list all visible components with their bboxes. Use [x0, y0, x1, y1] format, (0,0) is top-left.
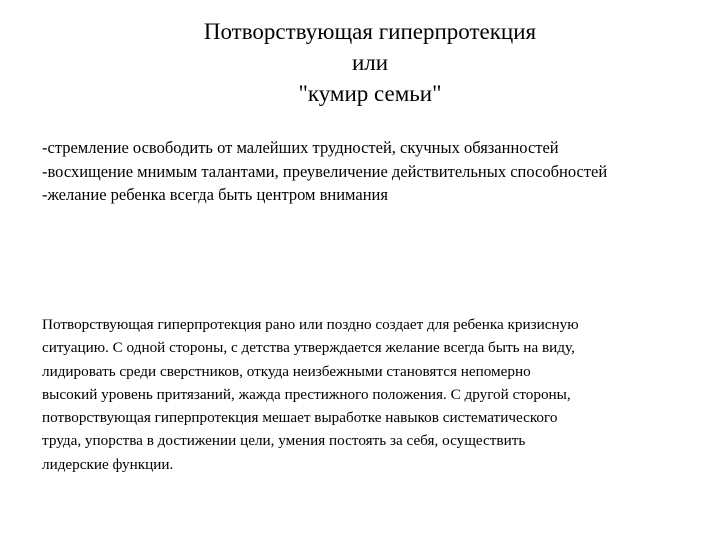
paragraph-line: труда, упорства в достижении цели, умения постоять за себя, осуществить — [42, 432, 526, 450]
bullet-item: -стремление освободить от малейших трудностей, скучных обязанностей — [42, 138, 559, 157]
bullet-list — [42, 136, 682, 207]
title-line-3: "кумир семьи" — [298, 81, 442, 106]
title-line-1: Потворствующая гиперпротекция — [203, 19, 537, 44]
title-line-2: или — [351, 50, 389, 75]
paragraph-line: лидерские функции. — [42, 455, 174, 473]
bullet-item: -желание ребенка всегда быть центром внимания — [42, 185, 388, 204]
paragraph-line: высокий уровень притязаний, жажда престижного положения. С другой стороны, — [42, 385, 571, 403]
bullet-item: -восхищение мнимым талантами, преувеличение действительных способностей — [42, 161, 608, 181]
slide-title — [120, 16, 620, 109]
paragraph-line: лидировать среди сверстников, откуда неизбежными становятся непомерно — [42, 362, 531, 380]
description-paragraph — [42, 313, 702, 476]
paragraph-line: потворствующая гиперпротекция мешает выработке навыков систематического — [42, 409, 558, 427]
paragraph-line: ситуацию. С одной стороны, с детства утверждается желание всегда быть на виду, — [42, 339, 575, 357]
paragraph-line: Потворствующая гиперпротекция рано или поздно создает для ребенка кризисную — [42, 316, 579, 333]
